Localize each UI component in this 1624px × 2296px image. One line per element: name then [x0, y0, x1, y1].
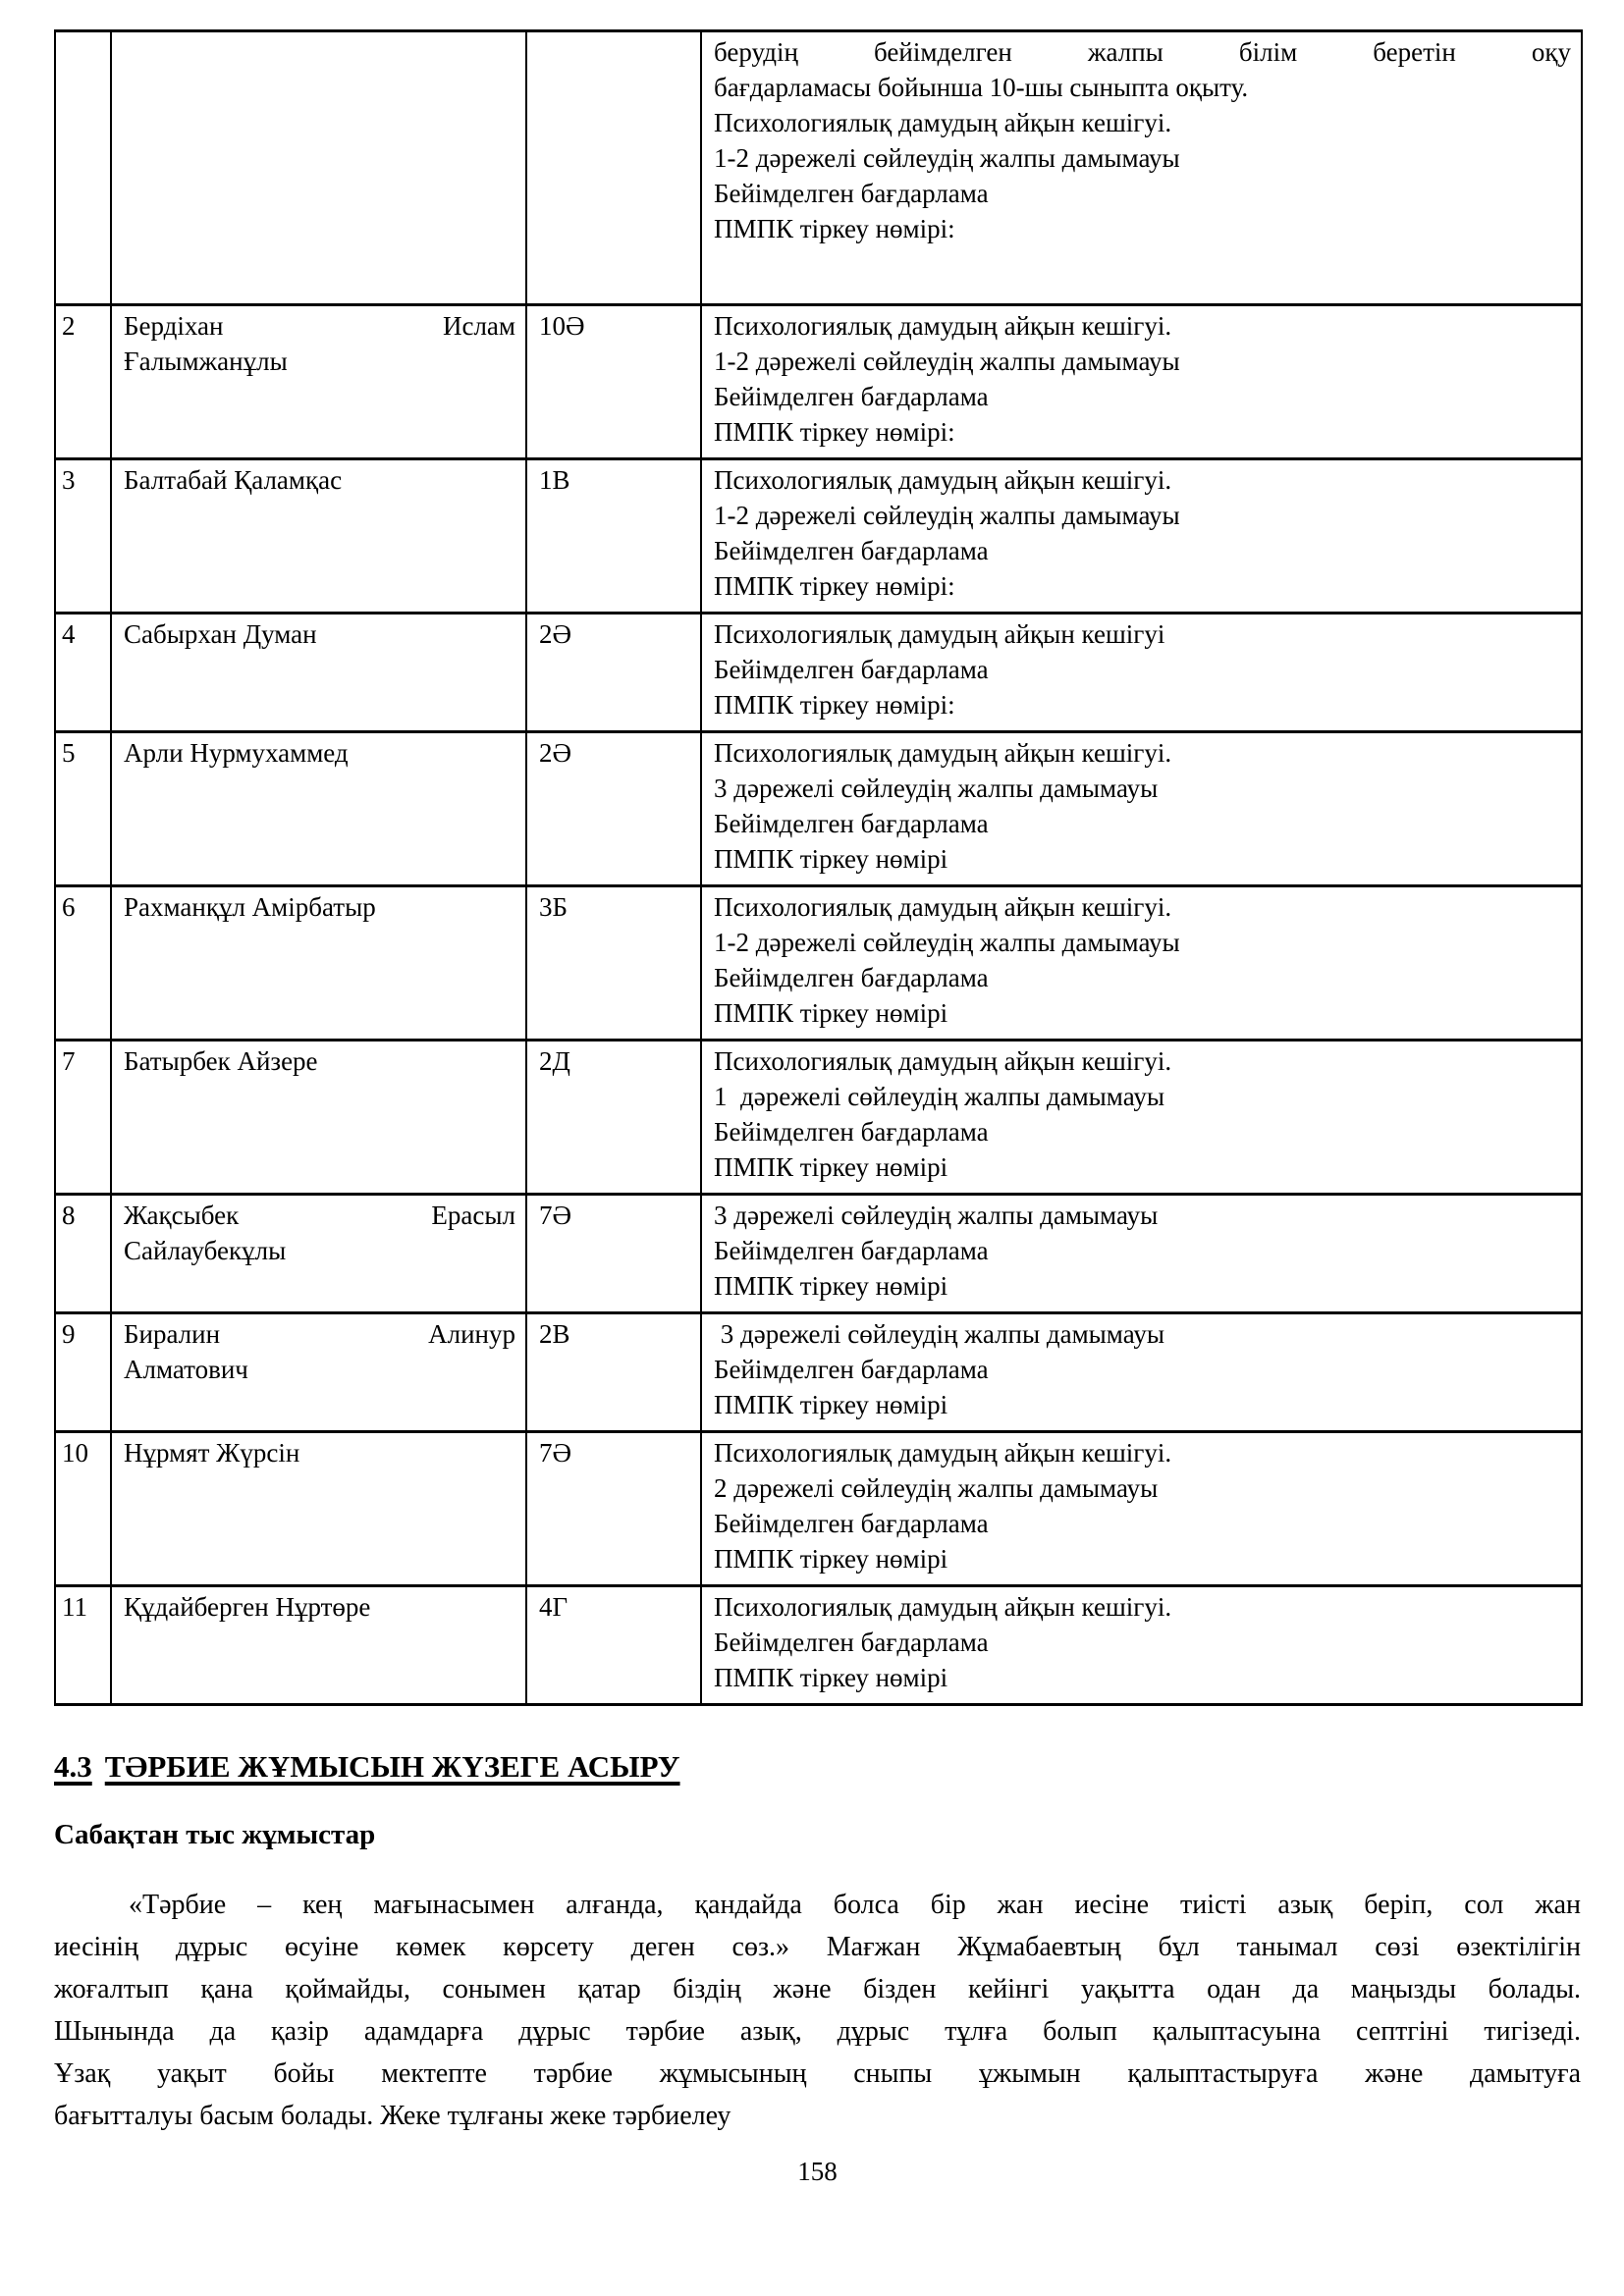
student-name-line: Сайлаубекұлы [124, 1236, 287, 1265]
diagnosis-line: ПМПК тіркеу нөмірі [714, 1390, 948, 1419]
diagnosis-cell [701, 1432, 1582, 1586]
diagnosis-line: 2 дәрежелі сөйлеудің жалпы дамымауы [714, 1473, 1159, 1503]
diagnosis-cell [701, 1041, 1582, 1195]
diagnosis-line: ПМПК тіркеу нөмірі: [714, 214, 955, 243]
diagnosis-line: ПМПК тіркеу нөмірі: [714, 571, 955, 601]
class-cell: 2В [526, 1313, 701, 1432]
row-number-cell: 4 [55, 614, 111, 732]
diagnosis-line: Психологиялық дамудың айқын кешігуі. [714, 311, 1172, 341]
row-number-cell [55, 31, 111, 305]
student-name-line: Жақсыбек Ерасыл [124, 1201, 515, 1230]
subsection-heading: Сабақтан тыс жұмыстар [54, 1819, 376, 1850]
diagnosis-line: ПМПК тіркеу нөмірі: [714, 417, 955, 447]
diagnosis-cell [701, 305, 1582, 459]
diagnosis-cell [701, 732, 1582, 886]
diagnosis-line: 1-2 дәрежелі сөйлеудің жалпы дамымауы [714, 501, 1180, 530]
class-cell: 7Ә [526, 1432, 701, 1586]
diagnosis-line: Бейімделген бағдарлама [714, 1236, 989, 1265]
diagnosis-line: Бейімделген бағдарлама [714, 655, 989, 684]
student-name-line: Бердіхан Ислам [124, 311, 515, 341]
diagnosis-line: ПМПК тіркеу нөмірі [714, 1663, 948, 1692]
class-cell: 2Ә [526, 732, 701, 886]
diagnosis-line: Психологиялық дамудың айқын кешігуі. [714, 892, 1172, 922]
class-cell: 3Б [526, 886, 701, 1041]
student-name-cell [111, 1041, 526, 1195]
diagnosis-line: Бейімделген бағдарлама [714, 809, 989, 838]
diagnosis-line: Бейімделген бағдарлама [714, 1117, 989, 1147]
student-name-cell [111, 1195, 526, 1313]
table-row [55, 1586, 1582, 1705]
diagnosis-line: ПМПК тіркеу нөмірі [714, 1152, 948, 1182]
table-row [55, 1432, 1582, 1586]
student-name-cell [111, 886, 526, 1041]
diagnosis-line: Психологиялық дамудың айқын кешігуі. [714, 465, 1172, 495]
section-title: ТӘРБИЕ ЖҰМЫСЫН ЖҮЗЕГЕ АСЫРУ [104, 1749, 680, 1784]
diagnosis-cell [701, 614, 1582, 732]
row-number-cell: 10 [55, 1432, 111, 1586]
diagnosis-cell [701, 459, 1582, 614]
paragraph-line: Шынында да қазір адамдарға дұрыс тәрбие азық, дұрыс тұлға болып қалыптасуына септгіні тигізеді. [54, 2016, 1581, 2047]
section-number: 4.3 [54, 1749, 92, 1784]
page-content [54, 29, 1581, 2187]
student-name-cell [111, 732, 526, 886]
student-name-line: Балтабай Қаламқас [124, 465, 343, 495]
diagnosis-line: Психологиялық дамудың айқын кешігуі. [714, 108, 1172, 137]
diagnosis-line: Психологиялық дамудың айқын кешігуі. [714, 1438, 1172, 1468]
student-name-line: Ғалымжанұлы [124, 347, 288, 376]
table-row [55, 886, 1582, 1041]
diagnosis-line: ПМПК тіркеу нөмірі: [714, 690, 955, 720]
diagnosis-line: ПМПК тіркеу нөмірі [714, 1271, 948, 1301]
paragraph-line: «Тәрбие – кең мағынасымен алғанда, қандайда болса бір жан иесіне тиісті азық беріп, сол жан [129, 1890, 1581, 1920]
student-name-line: Құдайберген Нұртөре [124, 1592, 371, 1622]
paragraph-line: бағытталуы басым болады. Жеке тұлғаны жеке тәрбиелеу [54, 2101, 731, 2131]
diagnosis-line: ПМПК тіркеу нөмірі [714, 844, 948, 874]
class-cell: 2Д [526, 1041, 701, 1195]
student-name-line: Арли Нурмухаммед [124, 738, 349, 768]
student-name-line: Нұрмят Жүрсін [124, 1438, 300, 1468]
diagnosis-line: 1-2 дәрежелі сөйлеудің жалпы дамымауы [714, 928, 1180, 957]
student-name-cell [111, 1313, 526, 1432]
student-name-cell [111, 305, 526, 459]
row-number-cell: 9 [55, 1313, 111, 1432]
table-row [55, 614, 1582, 732]
paragraph-line: жоғалтып қана қоймайды, сонымен қатар біздің және бізден кейінгі уақытта одан да маңызды болады. [54, 1974, 1581, 2004]
student-name-cell [111, 31, 526, 305]
diagnosis-cell [701, 1313, 1582, 1432]
class-cell: 10Ә [526, 305, 701, 459]
diagnosis-cell [701, 1586, 1582, 1705]
diagnosis-line: Бейімделген бағдарлама [714, 1628, 989, 1657]
diagnosis-line: Психологиялық дамудың айқын кешігуі [714, 619, 1165, 649]
table-row [55, 459, 1582, 614]
table-row [55, 31, 1582, 305]
section-heading [54, 1747, 1581, 1787]
row-number-cell: 8 [55, 1195, 111, 1313]
diagnosis-line: 3 дәрежелі сөйлеудің жалпы дамымауы [714, 774, 1159, 803]
row-number-cell: 7 [55, 1041, 111, 1195]
student-name-line: Сабырхан Думан [124, 619, 317, 649]
diagnosis-line: Психологиялық дамудың айқын кешігуі. [714, 738, 1172, 768]
diagnosis-line: 1-2 дәрежелі сөйлеудің жалпы дамымауы [714, 347, 1180, 376]
diagnosis-line: 3 дәрежелі сөйлеудің жалпы дамымауы [714, 1201, 1159, 1230]
table-row [55, 1195, 1582, 1313]
row-number-cell: 11 [55, 1586, 111, 1705]
table-row [55, 1041, 1582, 1195]
diagnosis-line: бағдарламасы бойынша 10-шы сыныпта оқыту. [714, 73, 1249, 102]
table-row [55, 732, 1582, 886]
table-row [55, 305, 1582, 459]
diagnosis-line: Бейімделген бағдарлама [714, 179, 989, 208]
page-number: 158 [797, 2157, 838, 2186]
diagnosis-line: ПМПК тіркеу нөмірі [714, 998, 948, 1028]
diagnosis-line: 3 дәрежелі сөйлеудің жалпы дамымауы [714, 1319, 1164, 1349]
student-name-cell [111, 1586, 526, 1705]
class-cell: 1В [526, 459, 701, 614]
row-number-cell: 5 [55, 732, 111, 886]
diagnosis-line: Бейімделген бағдарлама [714, 536, 989, 565]
paragraph-line: Ұзақ уақыт бойы мектепте тәрбие жұмысының сныпы ұжымын қалыптастыруға және дамытуға [54, 2058, 1581, 2089]
student-name-line: Алматович [124, 1355, 248, 1384]
student-name-line: Биралин Алинур [124, 1319, 515, 1349]
row-number-cell: 6 [55, 886, 111, 1041]
diagnosis-line: Бейімделген бағдарлама [714, 382, 989, 411]
diagnosis-line: ПМПК тіркеу нөмірі [714, 1544, 948, 1574]
class-cell [526, 31, 701, 305]
student-name-cell [111, 1432, 526, 1586]
body-paragraph [54, 1884, 1581, 2137]
diagnosis-line: Бейімделген бағдарлама [714, 1509, 989, 1538]
diagnosis-line: Бейімделген бағдарлама [714, 963, 989, 992]
diagnosis-line: берудің бейімделген жалпы білім беретін оқу [714, 37, 1571, 67]
diagnosis-cell [701, 31, 1582, 305]
student-name-cell [111, 459, 526, 614]
table-row [55, 1313, 1582, 1432]
class-cell: 4Г [526, 1586, 701, 1705]
diagnosis-line: Бейімделген бағдарлама [714, 1355, 989, 1384]
diagnosis-line: Психологиялық дамудың айқын кешігуі. [714, 1046, 1172, 1076]
paragraph-line: иесінің дұрыс өсуіне көмек көрсету деген сөз.» Мағжан Жұмабаевтың бұл танымал сөзі өзектілігін [54, 1932, 1581, 1962]
row-number-cell: 2 [55, 305, 111, 459]
student-name-line: Батырбек Айзере [124, 1046, 318, 1076]
students-table [54, 29, 1583, 1706]
diagnosis-line: 1-2 дәрежелі сөйлеудің жалпы дамымауы [714, 143, 1180, 173]
diagnosis-line: 1 дәрежелі сөйлеудің жалпы дамымауы [714, 1082, 1164, 1111]
student-name-cell [111, 614, 526, 732]
row-number-cell: 3 [55, 459, 111, 614]
diagnosis-line: Психологиялық дамудың айқын кешігуі. [714, 1592, 1172, 1622]
class-cell: 2Ә [526, 614, 701, 732]
diagnosis-cell [701, 886, 1582, 1041]
student-name-line: Рахманқұл Амірбатыр [124, 892, 376, 922]
class-cell: 7Ә [526, 1195, 701, 1313]
diagnosis-cell [701, 1195, 1582, 1313]
